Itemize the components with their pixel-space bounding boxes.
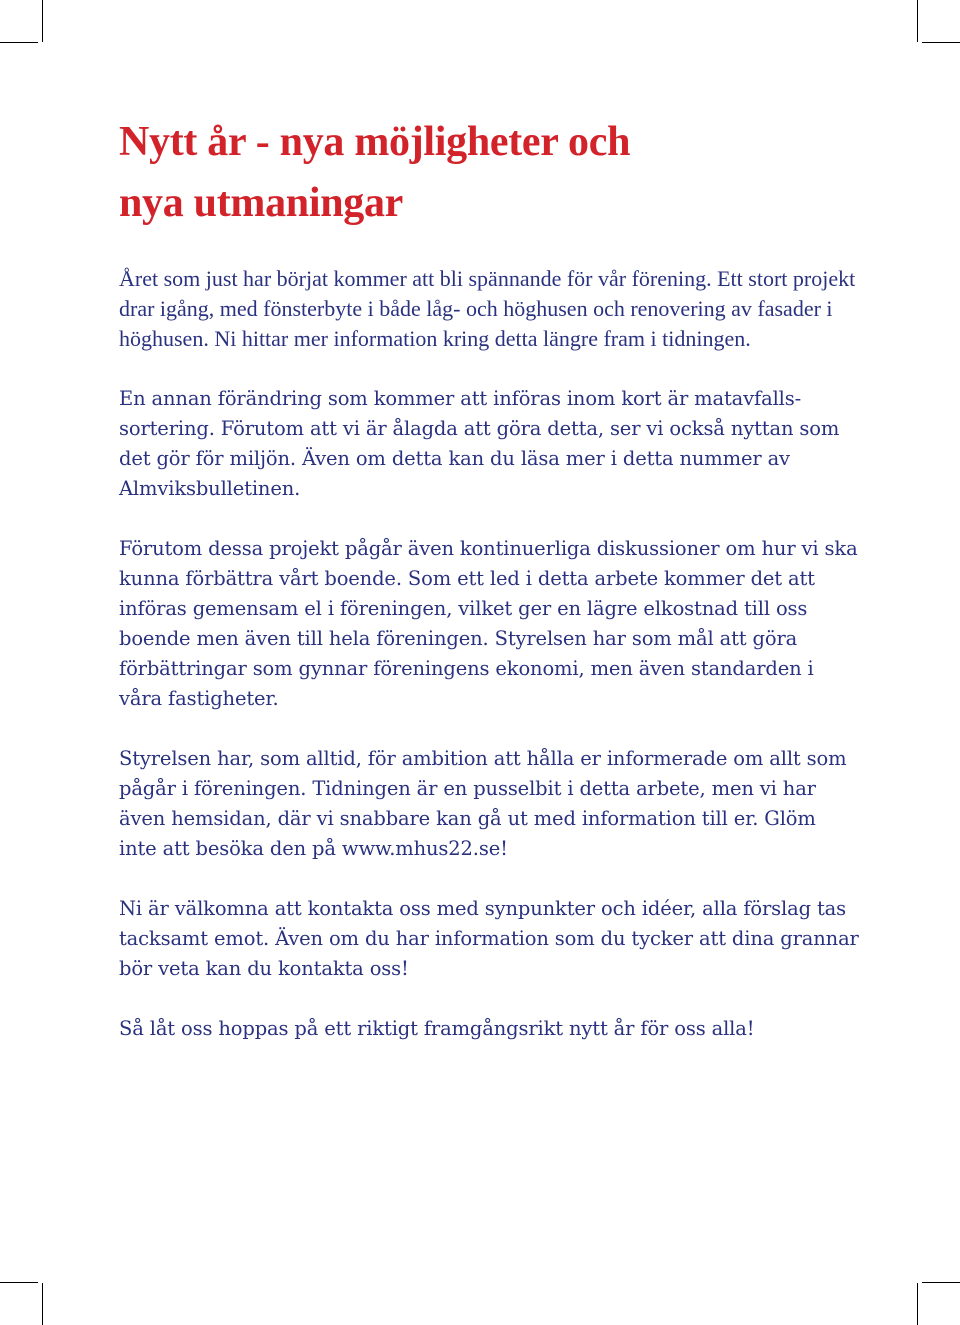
crop-mark-bottom-right-horizontal [922,1282,960,1283]
article-title-line-2: nya utmaningar [119,180,404,226]
paragraph-intro: Året som just har börjat kommer att bli spännande för vår förening. Ett stort projekt drar igång, med fönsterbyte i både låg- och höghusen och renovering av fasader i höghusen. Ni hittar mer information kring detta längre fram i tidningen. [119,266,856,351]
crop-mark-top-left-vertical [42,0,43,42]
article-title [119,112,859,234]
article-title-line-1: Nytt år - nya möjligheter och [119,119,631,165]
crop-mark-top-right-vertical [917,0,918,42]
crop-mark-bottom-right-vertical [917,1283,918,1325]
crop-mark-top-left-horizontal [0,42,38,43]
paragraph-information: Styrelsen har, som alltid, för ambition att hålla er informerade om allt som pågår i föreningen. Tidningen är en pusselbit i detta arbete, men vi har även hemsidan, där vi snabbare kan gå ut med information till er. Glöm inte att besöka den på www.mhus22.se! [119,747,847,860]
paragraph-food-waste: En annan förändring som kommer att införas inom kort är matavfallssortering. Förutom att vi är ålagda att göra detta, ser vi också nyttan som det gör för miljön. Även om detta kan du läsa mer i detta nummer av Almviksbulletinen. [119,387,840,500]
crop-mark-bottom-left-vertical [42,1283,43,1325]
paragraph-closing: Så låt oss hoppas på ett riktigt framgångsrikt nytt år för oss alla! [119,1017,755,1040]
article [119,112,859,1074]
crop-mark-top-right-horizontal [922,42,960,43]
crop-mark-bottom-left-horizontal [0,1282,38,1283]
paragraph-projects: Förutom dessa projekt pågår även kontinuerliga diskussioner om hur vi ska kunna förbättra vårt boende. Som ett led i detta arbete kommer det att införas gemensam el i föreningen, vilket ger en lägre elkostnad till oss boende men även till hela föreningen. Styrelsen har som mål att göra förbättringar som gynnar föreningens ekonomi, men även standarden i våra fastigheter. [119,537,858,710]
paragraph-contact: Ni är välkomna att kontakta oss med synpunkter och idéer, alla förslag tas tacksamt emot. Även om du har information som du tycker att dina grannar bör veta kan du kontakta oss! [119,897,859,980]
